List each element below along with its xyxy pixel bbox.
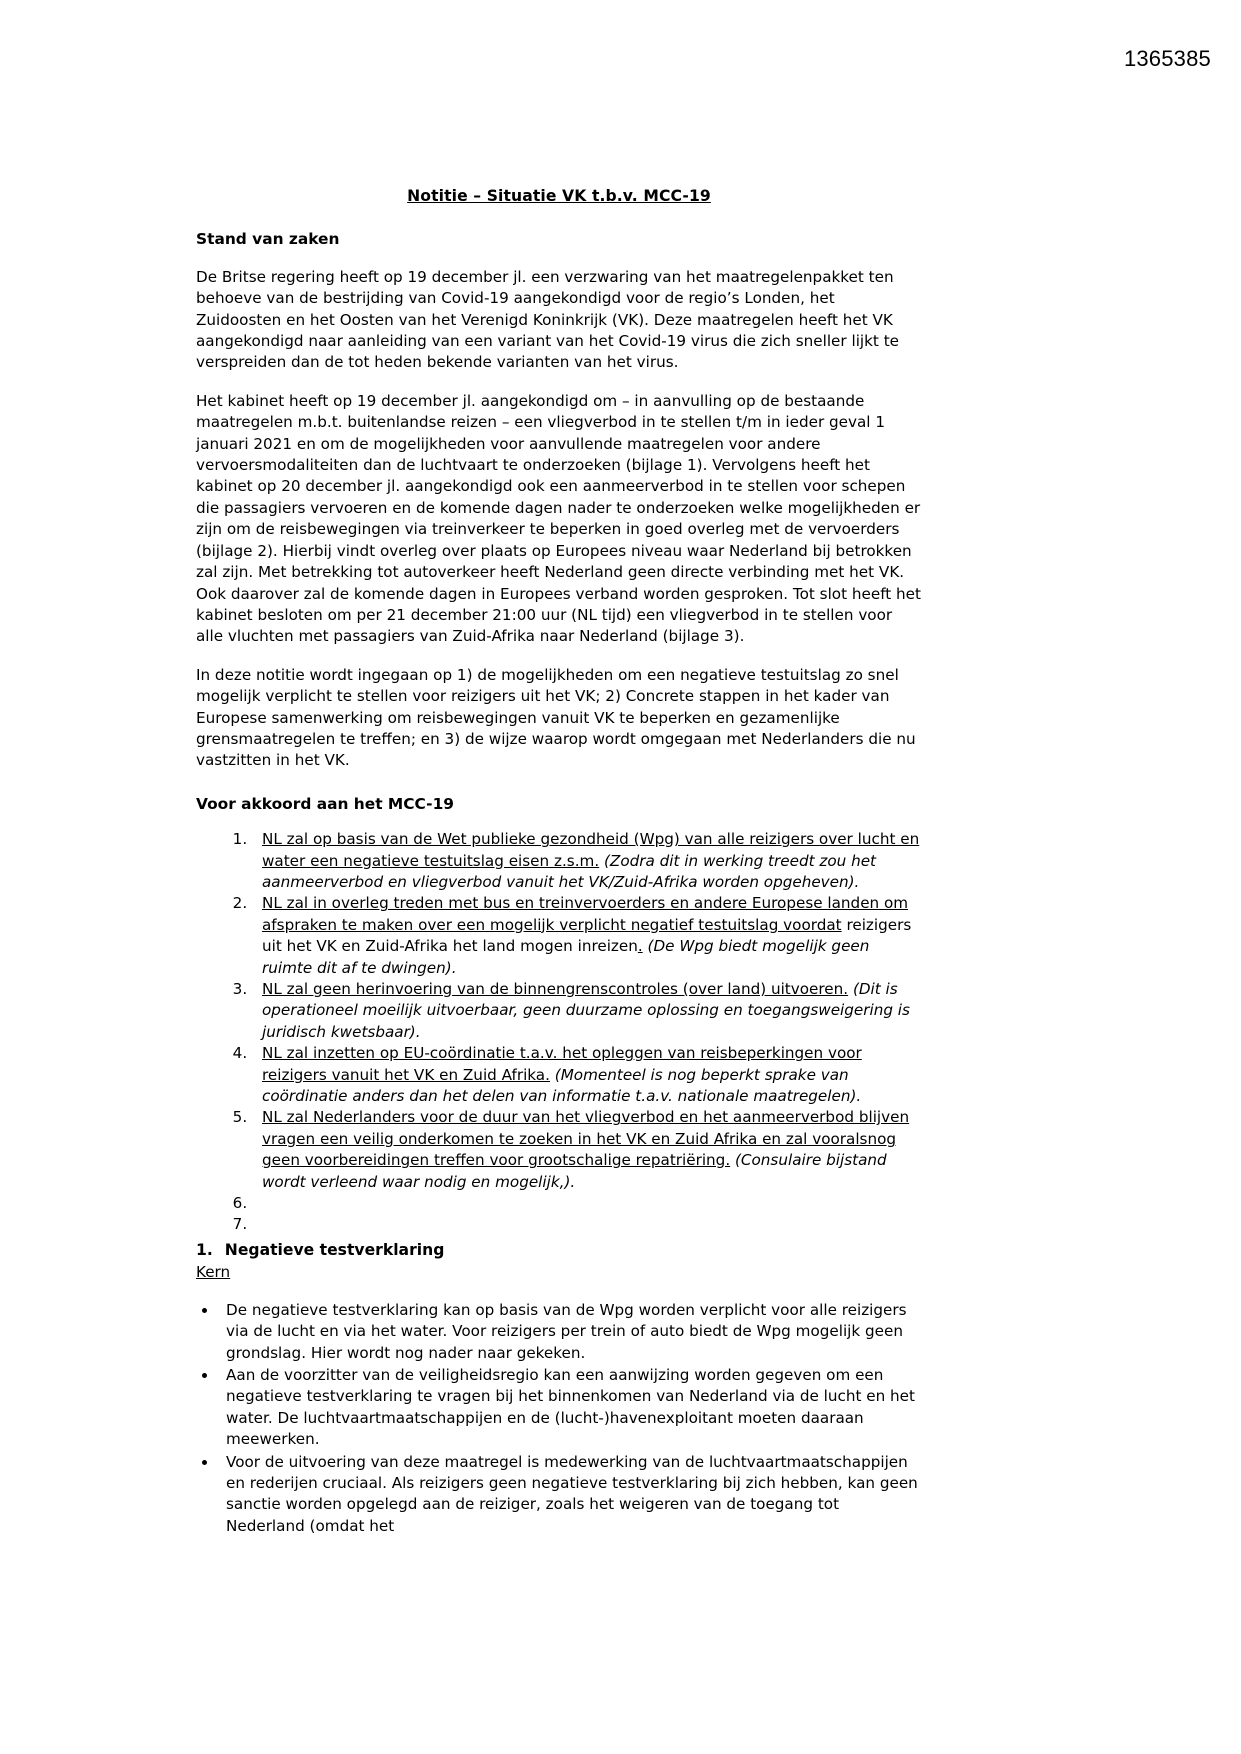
heading-negatieve-testverklaring: [196, 1240, 922, 1261]
paragraph-2: Het kabinet heeft op 19 december jl. aangekondigd om – in aanvulling op de bestaande maatregelen m.b.t. buitenlandse reizen – een vliegverbod in te stellen t/m in ieder geval 1 januari 2021 en om de mogelijkheden voor aanvullende maatregelen voor andere vervoersmodaliteiten dan de luchtvaart te onderzoeken (bijlage 1). Vervolgens heeft het kabinet op 20 december jl. aangekondigd ook een aanmeerverbod in te stellen voor schepen die passagiers vervoeren en de komende dagen nader te onderzoeken welke mogelijkheden er zijn om de reisbewegingen via treinverkeer te beperken in goed overleg met de vervoerders (bijlage 2). Hierbij vindt overleg over plaats op Europees niveau waar Nederland bij betrokken zal zijn. Met betrekking tot autoverkeer heeft Nederland geen directe verbinding met het VK. Ook daarover zal de komende dagen in Europees verband worden gesproken. Tot slot heeft het kabinet besloten om per 21 december 21:00 uur (NL tijd) een vliegverbod in te stellen voor alle vluchten met passagiers van Zuid-Afrika naar Nederland (bijlage 3).: [196, 391, 921, 646]
list-item: • De negatieve testverklaring kan op basis van de Wpg worden verplicht voor alle reizigers via de lucht en via het water. Voor reizigers per trein of auto biedt de Wpg mogelijk geen grondslag. Hier wordt nog nader naar gekeken.: [218, 1300, 922, 1364]
document-number: 1365385: [1123, 46, 1211, 71]
list-item-empty: [252, 1214, 922, 1235]
list-item: [252, 893, 922, 979]
item-italic-note: (Dit is operationeel moeilijk uitvoerbaar, geen duurzame oplossing en toegangsweigering is juridisch kwetsbaar).: [262, 980, 910, 1041]
section-number: 1.: [196, 1240, 213, 1259]
item-plain-text: reizigers uit het VK en Zuid-Afrika het land mogen inreizen: [262, 915, 912, 956]
item-underlined-text: NL zal geen herinvoering van de binnengrenscontroles (over land) uitvoeren.: [262, 980, 849, 998]
section-heading-text: Negatieve testverklaring: [224, 1240, 445, 1259]
paragraph-3: In deze notitie wordt ingegaan op 1) de mogelijkheden om een negatieve testuitslag zo snel mogelijk verplicht te stellen voor reizigers uit het VK; 2) Concrete stappen in het kader van Europese samenwerking om reisbewegingen vanuit VK te beperken en gezamenlijke grensmaatregelen te treffen; en 3) de wijze waarop wordt omgegaan met Nederlanders die nu vastzitten in het VK.: [196, 665, 916, 770]
item-underlined-text: NL zal in overleg treden met bus en treinvervoerders en andere Europese landen om afspraken te maken over een mogelijk verplicht negatief testuitslag voordat: [262, 894, 909, 934]
list-item: • Voor de uitvoering van deze maatregel is medewerking van de luchtvaartmaatschappijen en rederijen cruciaal. Als reizigers geen negatieve testverklaring bij zich hebben, kan geen sanctie worden opgelegd aan de reiziger, zoals het weigeren van de toegang tot Nederland (omdat het: [218, 1452, 922, 1538]
document-body: [196, 186, 922, 1538]
item-underlined-text: NL zal op basis van de Wet publieke gezondheid (Wpg) van alle reizigers over lucht en water een negatieve testuitslag eisen z.s.m.: [262, 830, 920, 870]
item-underlined-tail: .: [637, 937, 643, 956]
list-item: [252, 829, 922, 893]
item-italic-note: (De Wpg biedt mogelijk geen ruimte dit af te dwingen).: [262, 937, 870, 977]
akkoord-list: [196, 829, 922, 1236]
kern-bullet-list: [196, 1300, 922, 1537]
heading-voor-akkoord: Voor akkoord aan het MCC-19: [196, 794, 454, 813]
heading-stand-van-zaken: Stand van zaken: [196, 230, 340, 249]
item-italic-note: (Momenteel is nog beperkt sprake van coördinatie anders dan het delen van informatie t.a.v. nationale maatregelen).: [262, 1065, 862, 1106]
item-underlined-text: NL zal Nederlanders voor de duur van het vliegverbod en het aanmeerverbod blijven vragen een veilig onderkomen te zoeken in het VK en Zuid Afrika en zal vooralsnog geen voorbereidingen treffen voor grootschalige repatriëring.: [262, 1108, 910, 1170]
item-underlined-text: NL zal inzetten op EU-coördinatie t.a.v. het opleggen van reisbeperkingen voor reizigers vanuit het VK en Zuid Afrika.: [262, 1044, 862, 1084]
list-item-empty: [252, 1193, 922, 1214]
subheading-kern: Kern: [196, 1263, 231, 1282]
list-item: [252, 979, 922, 1043]
list-item: • Aan de voorzitter van de veiligheidsregio kan een aanwijzing worden gegeven om een negatieve testverklaring te vragen bij het binnenkomen van Nederland via de lucht en het water. De luchtvaartmaatschappijen en de (lucht-)havenexploitant moeten daaraan meewerken.: [218, 1365, 922, 1451]
paragraph-1: De Britse regering heeft op 19 december jl. een verzwaring van het maatregelenpakket ten behoeve van de bestrijding van Covid-19 aangekondigd voor de regio’s Londen, het Zuidoosten en het Oosten van het Verenigd Koninkrijk (VK). Deze maatregelen heeft het VK aangekondigd naar aanleiding van een variant van het Covid-19 virus die zich sneller lijkt te verspreiden dan de tot heden bekende varianten van het virus.: [196, 267, 900, 372]
item-italic-note: (Zodra dit in werking treedt zou het aanmeerverbod en vliegverbod vanuit het VK/Zuid-Afrika worden opgeheven).: [262, 851, 877, 891]
list-item: [252, 1043, 922, 1107]
item-italic-note: (Consulaire bijstand wordt verleend waar nodig en mogelijk,).: [262, 1151, 887, 1191]
document-title: Notitie – Situatie VK t.b.v. MCC-19: [407, 187, 711, 205]
list-item: [252, 1107, 922, 1193]
